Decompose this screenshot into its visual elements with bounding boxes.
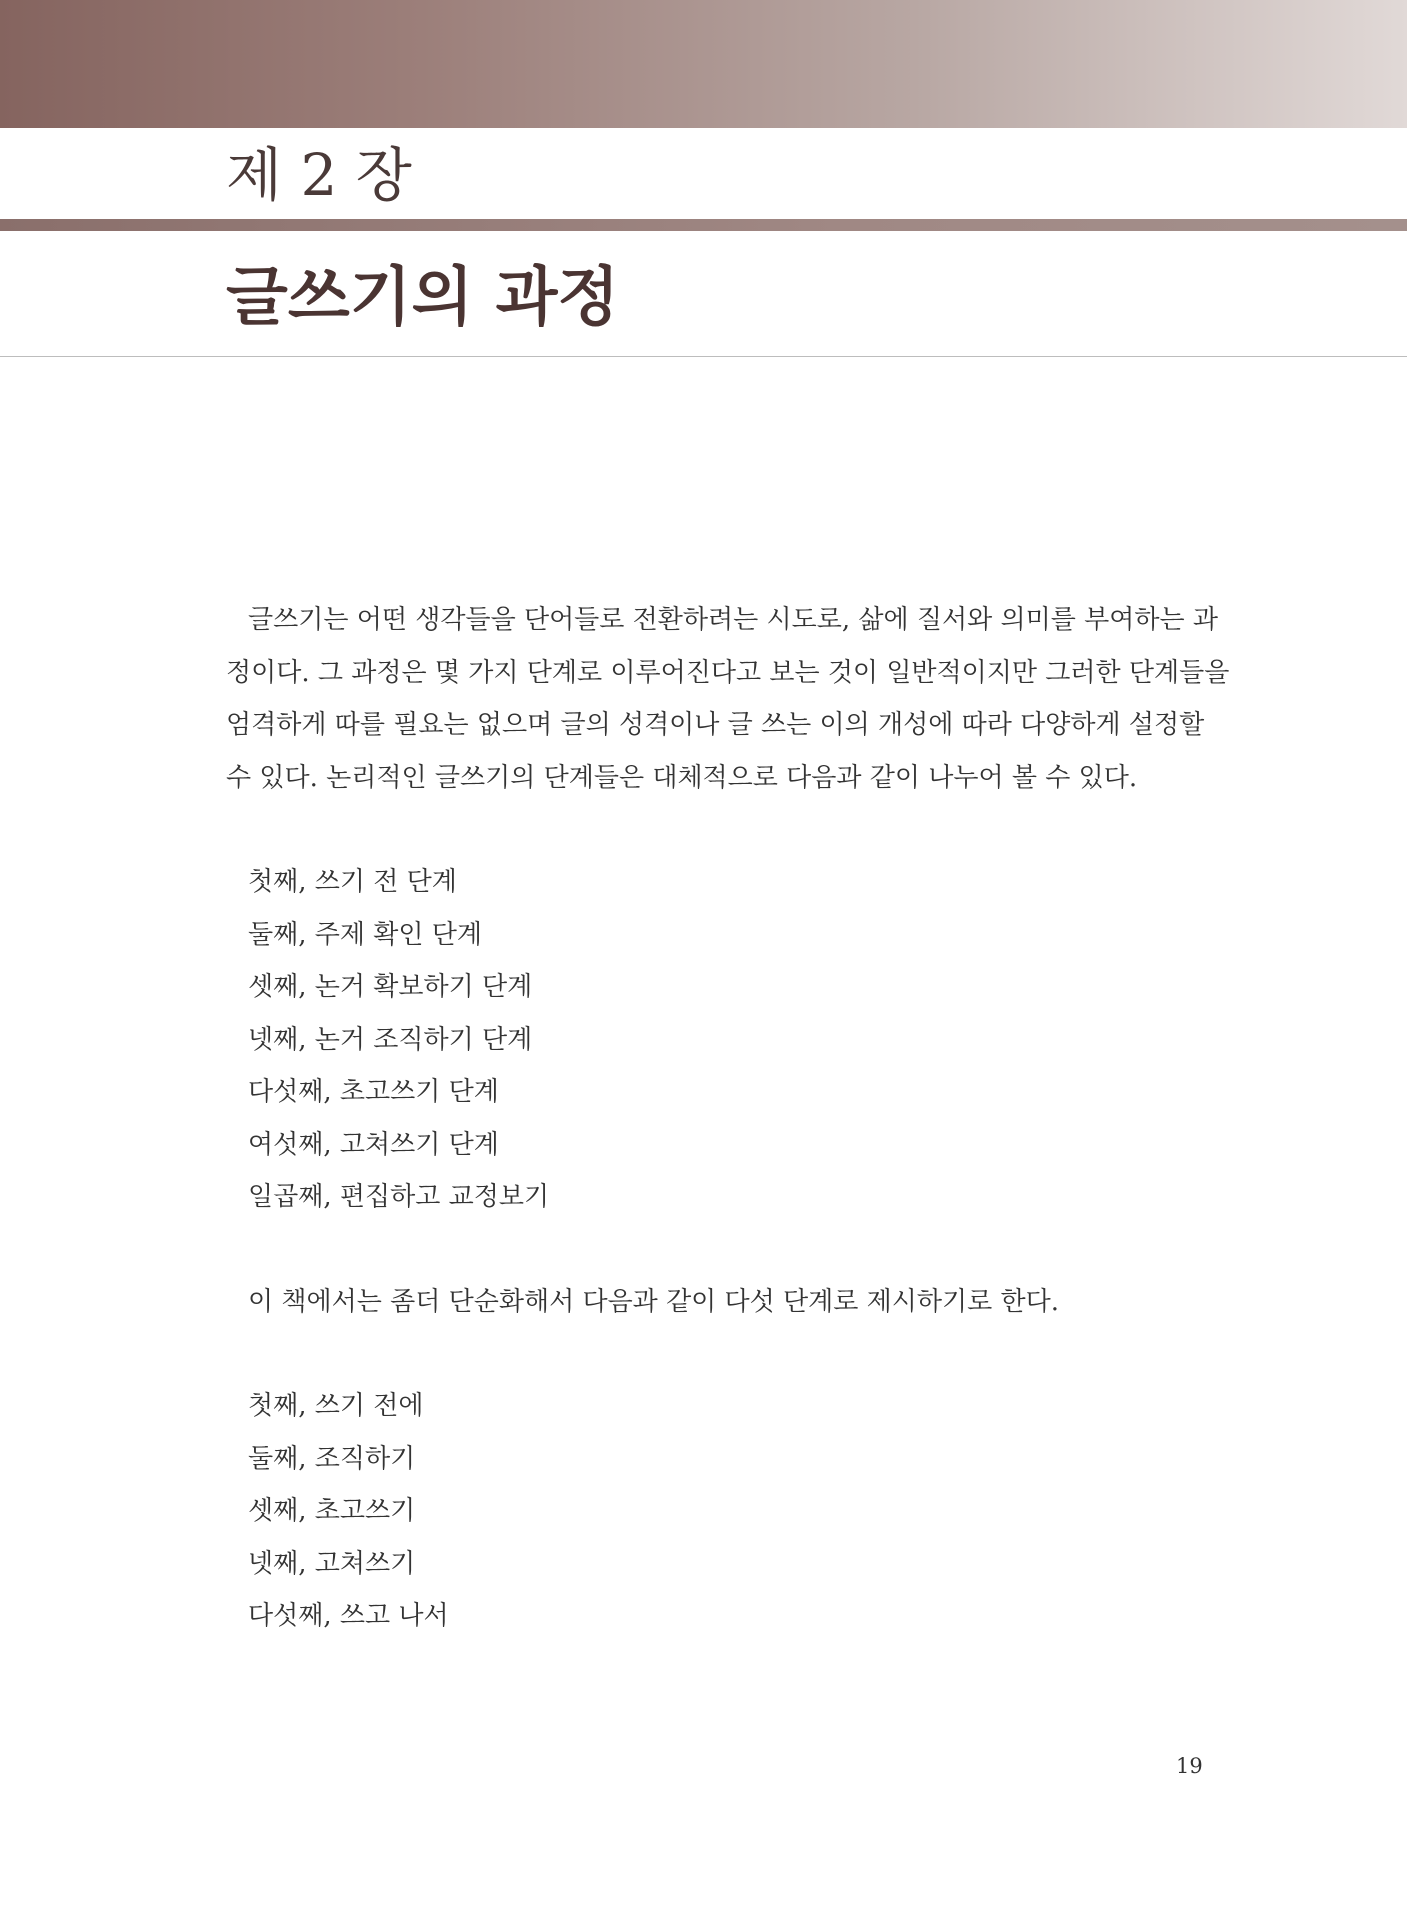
list-item: 첫째, 쓰기 전 단계 [248,867,457,897]
list-item: 둘째, 주제 확인 단계 [248,919,482,950]
paragraph-line: 엄격하게 따를 필요는 없으며 글의 성격이나 글 쓰는 이의 개성에 따라 다양하게 설정할 [226,710,1205,740]
list-item: 여섯째, 고쳐쓰기 단계 [248,1129,499,1160]
list-item: 넷째, 고쳐쓰기 [248,1548,416,1579]
title-rule [0,356,1407,357]
intro-paragraph [226,594,1230,804]
body-text [226,594,1230,1643]
chapter-header-band [0,0,1407,128]
list-item: 둘째, 조직하기 [248,1443,416,1474]
five-step-list [226,1380,1182,1643]
list-item: 다섯째, 쓰고 나서 [248,1601,449,1631]
page-number: 19 [1176,1754,1203,1778]
five-step-intro: 이 책에서는 좀더 단순화해서 다음과 같이 다섯 단계로 제시하기로 한다. [248,1286,1060,1317]
list-item: 첫째, 쓰기 전에 [248,1391,424,1421]
seven-step-list [226,856,1182,1224]
list-item: 넷째, 논거 조직하기 단계 [248,1024,533,1055]
list-item: 일곱째, 편집하고 교정보기 [248,1182,550,1212]
chapter-title: 글쓰기의 과정 [226,261,620,335]
paragraph-line: 정이다. 그 과정은 몇 가지 단계로 이루어진다고 보는 것이 일반적이지만 그러한 단계들을 [226,657,1230,688]
paragraph-line: 수 있다. 논리적인 글쓰기의 단계들은 대체적으로 다음과 같이 나누어 볼 수 있다. [226,762,1138,793]
chapter-label: 제 2 장 [226,141,412,209]
paragraph-line: 글쓰기는 어떤 생각들을 단어들로 전환하려는 시도로, 삶에 질서와 의미를 부여하는 과 [248,605,1218,635]
list-item: 셋째, 논거 확보하기 단계 [248,972,533,1002]
list-item: 셋째, 초고쓰기 [248,1496,416,1526]
chapter-divider-bar [0,219,1407,231]
list-item: 다섯째, 초고쓰기 단계 [248,1077,499,1107]
